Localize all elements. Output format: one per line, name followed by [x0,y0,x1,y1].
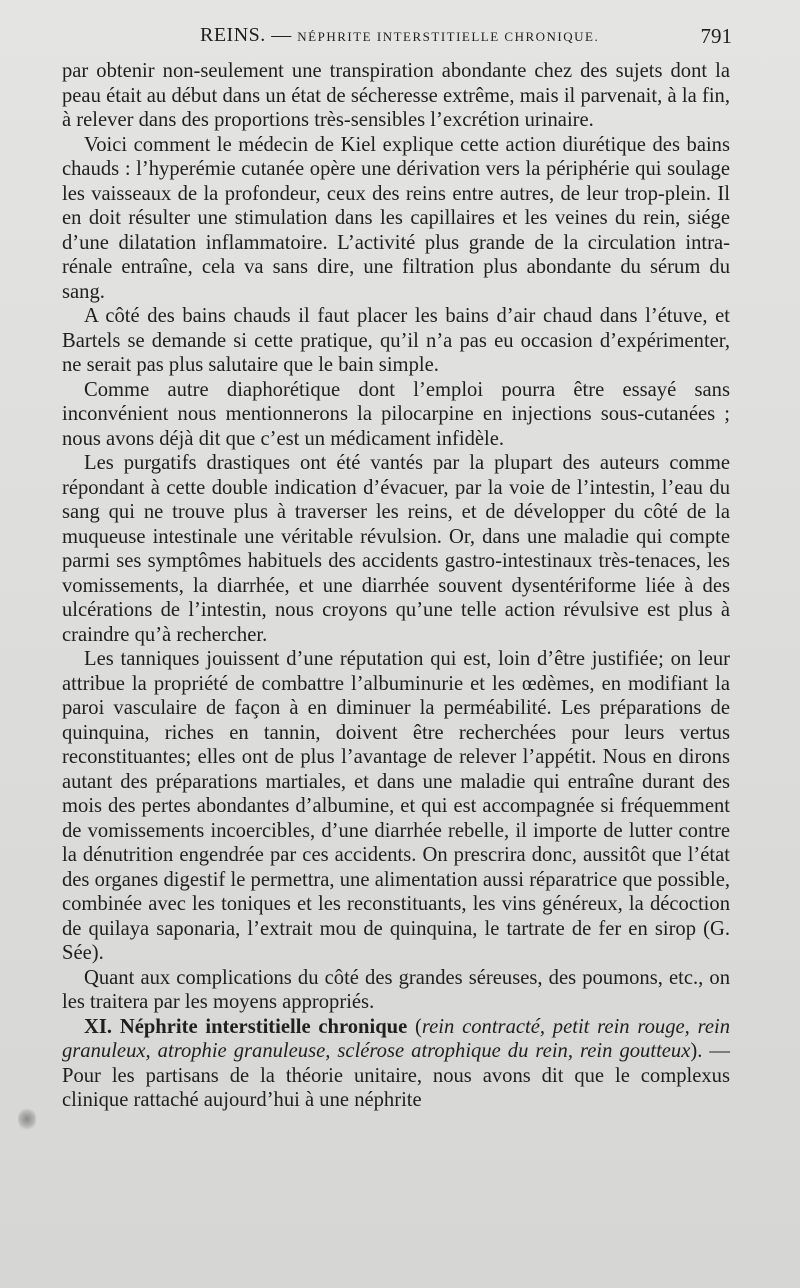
paragraph-4: Comme autre diaphorétique dont l’emploi pourra être essayé sans inconvénient nous mentionnerons la pilocarpine en injections sous-cutanées ; nous avons déjà dit que c’est un médicament infidèle. [62,378,730,450]
header-title: REINS. [200,24,266,46]
section-open-paren: ( [407,1015,422,1038]
paragraph-7: Quant aux complications du côté des grandes séreuses, des poumons, etc., on les traitera par les moyens appropriés. [62,966,730,1013]
section-paragraph [62,1015,730,1113]
section-heading: XI. Néphrite interstitielle chronique [84,1015,408,1038]
paragraph-5: Les purgatifs drastiques ont été vantés par la plupart des auteurs comme répondant à cette double indication d’évacuer, par la voie de l’intestin, l’eau du sang qui ne trouve plus à traverser les reins, et de développer du côté de la muqueuse intestinale une véritable révulsion. Or, dans une maladie qui compte parmi ses symptômes habituels des accidents gastro-intestinaux très-tenaces, les vomissements, la diarrhée, et une diarrhée souvent dysentériforme liée à des ulcérations de l’intestin, nous croyons qu’une telle action révulsive est plus à craindre qu’à rechercher. [62,452,730,646]
paragraph-3: A côté des bains chauds il faut placer les bains d’air chaud dans l’étuve, et Bartels se demande si cette pratique, qu’il n’a pas eu occasion d’expérimenter, ne serait pas plus salutaire que le bain simple. [62,305,730,376]
paragraph-1: par obtenir non-seulement une transpiration abondante chez des sujets dont la peau était au début dans un état de sécheresse extrême, mais il parvenait, à la fin, à relever dans des proportions très-sensibles l’excrétion urinaire. [62,60,730,131]
running-header [62,24,732,52]
page-number: 791 [700,24,732,48]
header-title-group [200,24,599,47]
paragraph-6: Les tanniques jouissent d’une réputation qui est, loin d’être justifiée; on leur attribue la propriété de combattre l’albuminurie et les œdèmes, en modifiant la paroi vasculaire de façon à en diminuer la perméabilité. Les préparations de quinquina, riches en tannin, doivent être recherchées pour leurs vertus reconstituantes; elles ont de plus l’avantage de relever l’appétit. Nous en dirons autant des préparations martiales, et dans une maladie qui entraîne durant des mois des pertes abondantes d’albumine, et qui est accompagnée si fréquemment de vomissements incoercibles, d’une diarrhée rebelle, il importe de lutter contre la dénutrition engendrée par ces accidents. On prescrira donc, aussitôt que l’état des organes digestif le permettra, une alimentation aussi réparatrice que possible, combinée avec les toniques et les reconstituants, les vins généreux, la décoction de quilaya saponaria, l’extrait mou de quinquina, le tartrate de fer en sirop (G. Sée). [62,648,730,964]
header-subtitle: NÉPHRITE INTERSTITIELLE CHRONIQUE. [297,29,600,44]
paragraph-2: Voici comment le médecin de Kiel explique cette action diurétique des bains chauds : l’hyperémie cutanée opère une dérivation vers la périphérie qui soulage les vaisseaux de la profondeur, ceux des reins entre autres, de leur trop-plein. Il en doit résulter une stimulation dans les capillaires et les veines du rein, siége d’une dilatation inflammatoire. L’activité plus grande de la circulation intra-rénale entraîne, cela va sans dire, une filtration plus abondante du sérum du sang. [62,133,730,303]
margin-stain [18,1106,36,1132]
body-text [62,59,730,1113]
section-italic-terms: rein contracté, petit rein rouge, rein granuleux, atrophie granuleuse, sclérose atrophique du rein, rein goutteux [62,1015,730,1062]
header-dash: — [265,24,298,46]
section-text: ). — Pour les partisans de la théorie unitaire, nous avons dit que le complexus clinique rattaché aujourd’hui à une néphrite [62,1040,731,1111]
